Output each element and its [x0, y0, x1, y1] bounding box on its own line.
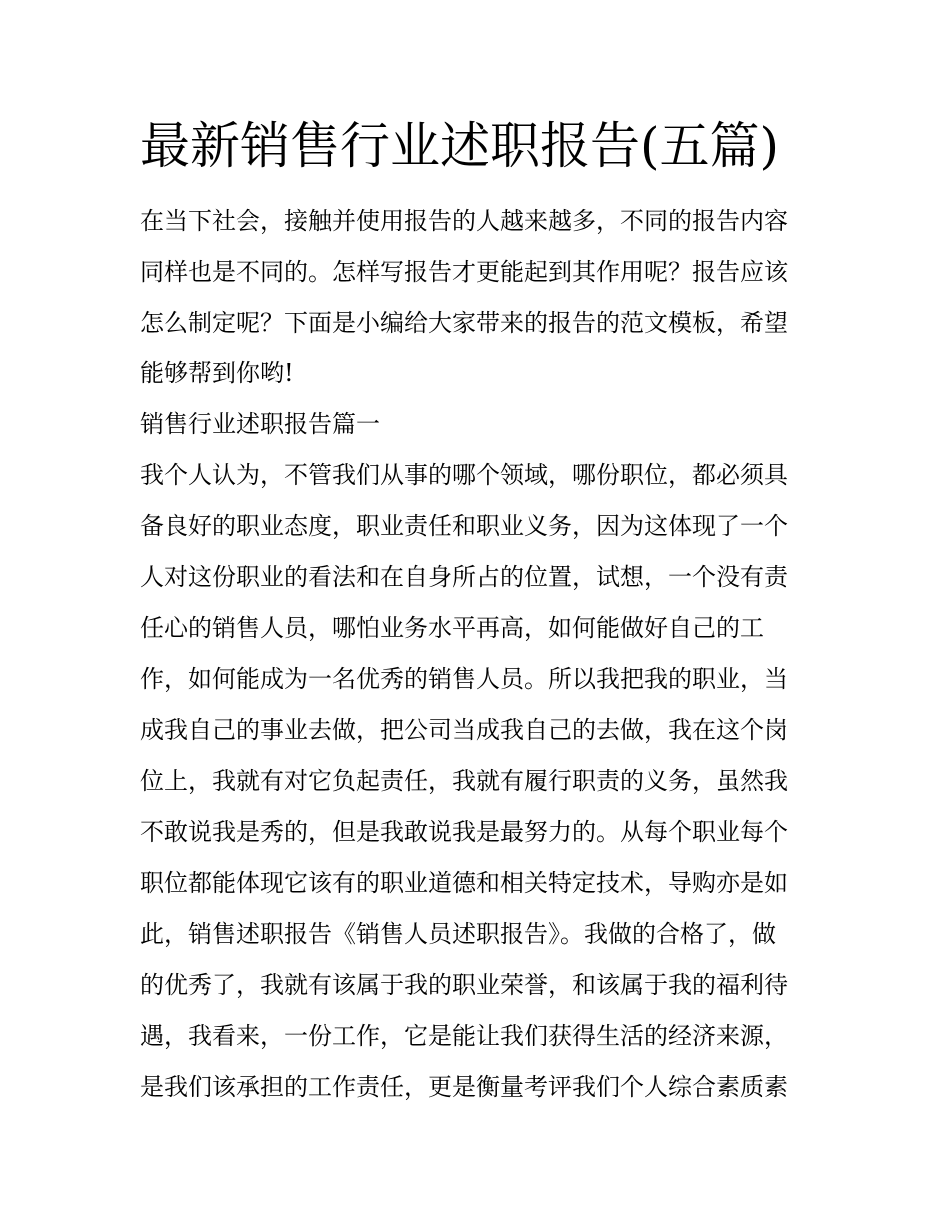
- body-line-13: 是我们该承担的工作责任，更是衡量考评我们个人综合素质素: [140, 1073, 788, 1101]
- body-line-1: 我个人认为，不管我们从事的哪个领域，哪份职位，都必须具: [140, 461, 788, 489]
- body-line-8: 不敢说我是秀的，但是我敢说我是最努力的。从每个职业每个: [140, 818, 788, 846]
- body-line-4: 任心的销售人员，哪怕业务水平再高，如何能做好自己的工: [140, 614, 764, 642]
- body-line-10: 此，销售述职报告《销售人员述职报告》。我做的合格了，做: [140, 920, 776, 948]
- body-line-6: 成我自己的事业去做，把公司当成我自己的去做，我在这个岗: [140, 716, 788, 744]
- body-line-5: 作，如何能成为一名优秀的销售人员。所以我把我的职业，当: [140, 665, 788, 693]
- body-line-7: 位上，我就有对它负起责任，我就有履行职责的义务，虽然我: [140, 767, 788, 795]
- body-line-9: 职位都能体现它该有的职业道德和相关特定技术，导购亦是如: [140, 869, 788, 897]
- body-line-3: 人对这份职业的看法和在自身所占的位置，试想，一个没有责: [140, 563, 788, 591]
- intro-line-2: 同样也是不同的。怎样写报告才更能起到其作用呢？报告应该: [140, 258, 788, 286]
- intro-line-1: 在当下社会，接触并使用报告的人越来越多，不同的报告内容: [140, 207, 788, 235]
- body-line-2: 备良好的职业态度，职业责任和职业义务，因为这体现了一个: [140, 512, 788, 540]
- section-heading: 销售行业述职报告篇一: [140, 410, 380, 438]
- document-title: 最新销售行业述职报告(五篇): [140, 117, 780, 175]
- body-line-12: 遇，我看来，一份工作，它是能让我们获得生活的经济来源，: [140, 1022, 788, 1050]
- body-line-11: 的优秀了，我就有该属于我的职业荣誉，和该属于我的福利待: [140, 971, 788, 999]
- intro-line-4: 能够帮到你哟!: [140, 359, 294, 387]
- intro-line-3: 怎么制定呢？下面是小编给大家带来的报告的范文模板，希望: [140, 309, 788, 337]
